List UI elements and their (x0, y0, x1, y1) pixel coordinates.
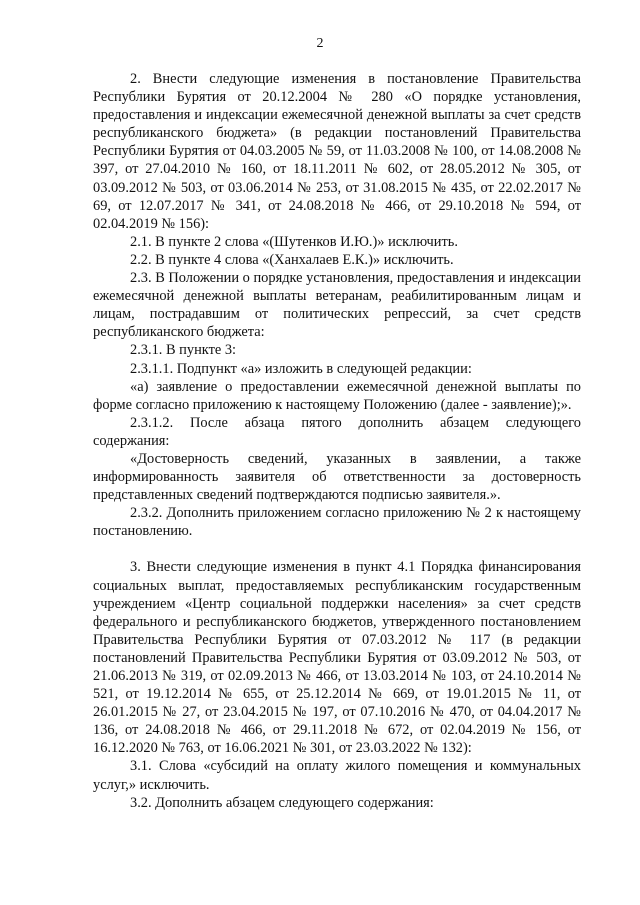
paragraph-2-3-2: 2.3.2. Дополнить приложением согласно приложению № 2 к настоящему постановлению. (93, 505, 581, 540)
paragraph-2-2: 2.2. В пункте 4 слова «(Ханхалаев Е.К.)» исключить. (130, 251, 454, 268)
paragraph-quote-reliability: «Достоверность сведений, указанных в заявлении, а также информированность заявителя об ответственности за достоверность представленных сведений подтверждаются подписью заявителя.». (93, 450, 581, 504)
paragraph-3: 3. Внести следующие изменения в пункт 4.1 Порядка финансирования социальных выплат, предоставляемых республиканским государственным учреждением «Центр социальной поддержки населения» за счет средств федерального и республиканского бюджетов, утвержденного постановлением Правительства Республики Бурятия от 07.03.2012 № 117 (в редакции постановлений Правительства Республики Бурятия от 03.09.2012 № 503, от 21.06.2013 № 319, от 02.09.2013 № 466, от 13.03.2014 № 103, от 24.10.2014 № 521, от 19.12.2014 № 655, от 25.12.2014 № 669, от 19.01.2015 № 11, от 26.01.2015 № 27, от 23.04.2015 № 197, от 07.10.2016 № 470, от 04.04.2017 № 136, от 24.08.2018 № 466, от 29.11.2018 № 672, от 02.04.2019 № 156, от 16.12.2020 № 763, от 16.06.2021 № 301, от 23.03.2022 № 132): (93, 559, 581, 757)
page-number: 2 (316, 36, 324, 51)
paragraph-2-3-1-2: 2.3.1.2. После абзаца пятого дополнить абзацем следующего содержания: (93, 414, 581, 449)
paragraph-2-3-1: 2.3.1. В пункте 3: (130, 342, 237, 359)
paragraph-3-2: 3.2. Дополнить абзацем следующего содержания: (130, 794, 434, 811)
paragraph-2: 2. Внести следующие изменения в постановление Правительства Республики Бурятия от 20.12.2004 № 280 «О порядке установления, предоставления и индексации ежемесячной денежной выплаты за счет средств республиканского бюджета» (в редакции постановлений Правительства Республики Бурятия от 04.03.2005 № 59, от 11.03.2008 № 100, от 14.08.2008 № 397, от 27.04.2010 № 160, от 18.11.2011 № 602, от 28.05.2012 № 305, от 03.09.2012 № 503, от 03.06.2014 № 253, от 31.08.2015 № 435, от 22.02.2017 № 69, от 12.07.2017 № 341, от 24.08.2018 № 466, от 29.10.2018 № 594, от 02.04.2019 № 156): (93, 71, 581, 232)
document-body (93, 70, 581, 812)
paragraph-2-1: 2.1. В пункте 2 слова «(Шутенков И.Ю.)» исключить. (130, 233, 458, 250)
paragraph-quote-a: «а) заявление о предоставлении ежемесячной денежной выплаты по форме согласно приложению к настоящему Положению (далее - заявление);». (93, 378, 581, 413)
paragraph-2-3-1-1: 2.3.1.1. Подпункт «а» изложить в следующей редакции: (130, 360, 472, 377)
paragraph-3-1: 3.1. Слова «субсидий на оплату жилого помещения и коммунальных услуг,» исключить. (93, 758, 581, 793)
paragraph-2-3: 2.3. В Положении о порядке установления, предоставления и индексации ежемесячной денежной выплаты ветеранам, реабилитированным лицам и лицам, пострадавшим от политических репрессий, за счет средств республиканского бюджета: (93, 270, 581, 341)
